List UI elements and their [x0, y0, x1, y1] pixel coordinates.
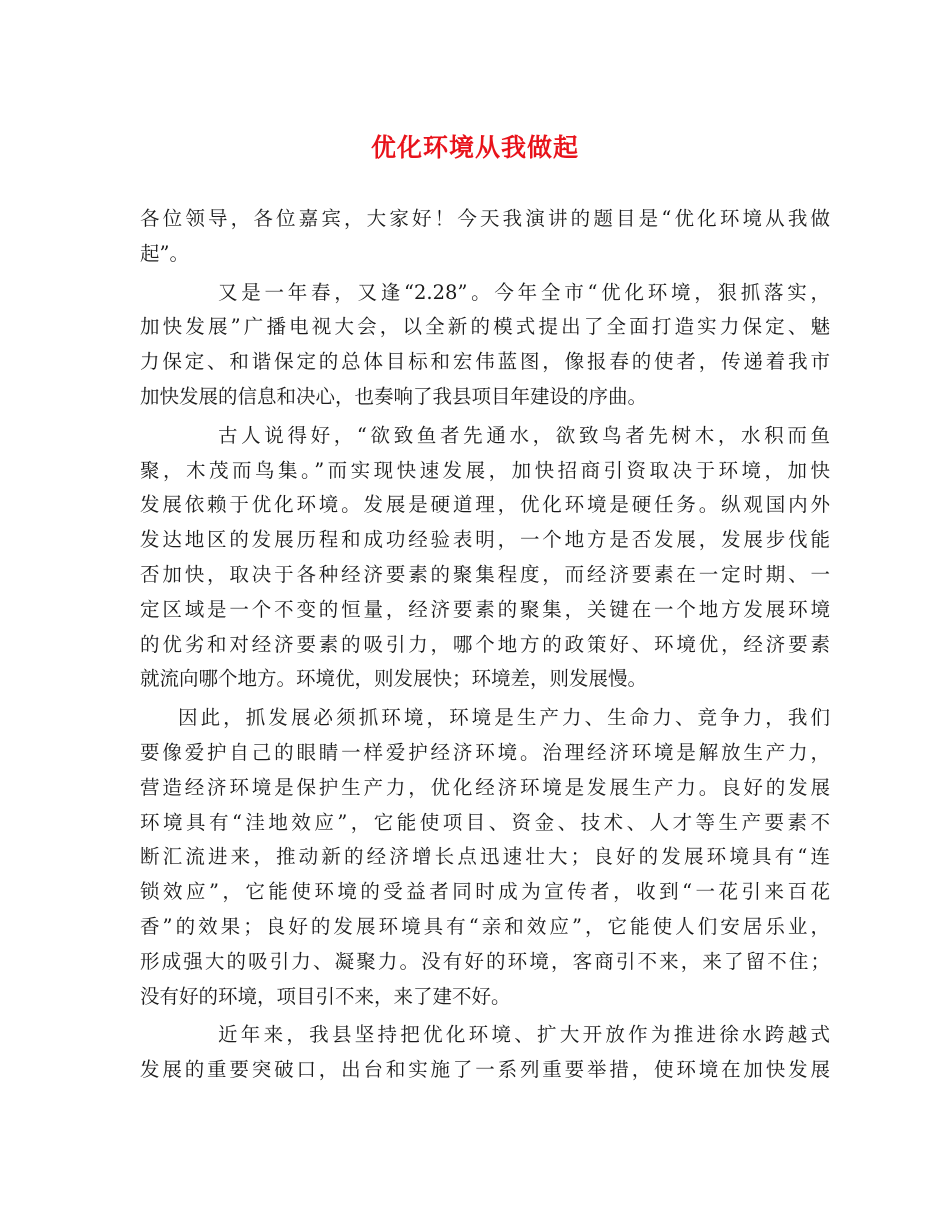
paragraph-line: 加快发展”广播电视大会，以全新的模式提出了全面打造实力保定、魅 [140, 315, 830, 339]
paragraph-line: 聚，木茂而鸟集。”而实现快速发展，加快招商引资取决于环境，加快 [140, 458, 830, 482]
paragraph-4 [140, 701, 830, 1014]
paragraph-line: 就流向哪个地方。环境优，则发展快；环境差，则发展慢。 [140, 667, 648, 691]
paragraph-line: 否加快，取决于各种经济要素的聚集程度，而经济要素在一定时期、一 [140, 562, 830, 586]
paragraph-line: 发展的重要突破口，出台和实施了一系列重要举措，使环境在加快发展 [140, 1058, 830, 1082]
paragraph-line: 发展依赖于优化环境。发展是硬道理，优化环境是硬任务。纵观国内外 [140, 493, 830, 517]
paragraph-line: 锁效应”，它能使环境的受益者同时成为宣传者，收到“一花引来百花 [140, 880, 830, 904]
paragraph-5 [140, 1018, 830, 1088]
paragraph-line: 的优劣和对经济要素的吸引力，哪个地方的政策好、环境优，经济要素 [140, 632, 830, 656]
paragraph-line: 加快发展的信息和决心，也奏响了我县项目年建设的序曲。 [140, 384, 648, 408]
paragraph-3 [140, 419, 830, 697]
paragraph-line: 又是一年春，又逢“2.28”。今年全市“优化环境，狠抓落实， [218, 280, 830, 304]
paragraph-line: 定区域是一个不变的恒量，经济要素的聚集，关键在一个地方发展环境 [140, 597, 830, 621]
paragraph-line: 力保定、和谐保定的总体目标和宏伟蓝图，像报春的使者，传递着我市 [140, 350, 830, 374]
paragraph-line: 要像爱护自己的眼睛一样爱护经济环境。治理经济环境是解放生产力， [140, 740, 830, 764]
paragraph-line: 近年来，我县坚持把优化环境、扩大开放作为推进徐水跨越式 [218, 1023, 830, 1047]
paragraph-line: 环境具有“洼地效应”，它能使项目、资金、技术、人才等生产要素不 [140, 810, 830, 834]
document-title: 优化环境从我做起 [370, 133, 579, 162]
document-body [140, 202, 830, 1088]
paragraph-2 [140, 276, 830, 415]
paragraph-1 [140, 202, 830, 272]
paragraph-line: 没有好的环境，项目引不来，来了建不好。 [140, 984, 511, 1008]
paragraph-line: 发达地区的发展历程和成功经验表明，一个地方是否发展，发展步伐能 [140, 528, 830, 552]
paragraph-line: 形成强大的吸引力、凝聚力。没有好的环境，客商引不来，来了留不住； [140, 949, 830, 973]
paragraph-line: 古人说得好，“欲致鱼者先通水，欲致鸟者先树木，水积而鱼 [218, 423, 830, 447]
paragraph-line: 起”。 [140, 241, 189, 265]
paragraph-line: 香”的效果；良好的发展环境具有“亲和效应”，它能使人们安居乐业， [140, 914, 830, 938]
paragraph-line: 各位领导，各位嘉宾，大家好！今天我演讲的题目是“优化环境从我做 [140, 207, 830, 230]
paragraph-line: 营造经济环境是保护生产力，优化经济环境是发展生产力。良好的发展 [140, 775, 830, 799]
paragraph-line: 因此，抓发展必须抓环境，环境是生产力、生命力、竞争力，我们 [178, 706, 830, 730]
paragraph-line: 断汇流进来，推动新的经济增长点迅速壮大；良好的发展环境具有“连 [140, 845, 830, 869]
